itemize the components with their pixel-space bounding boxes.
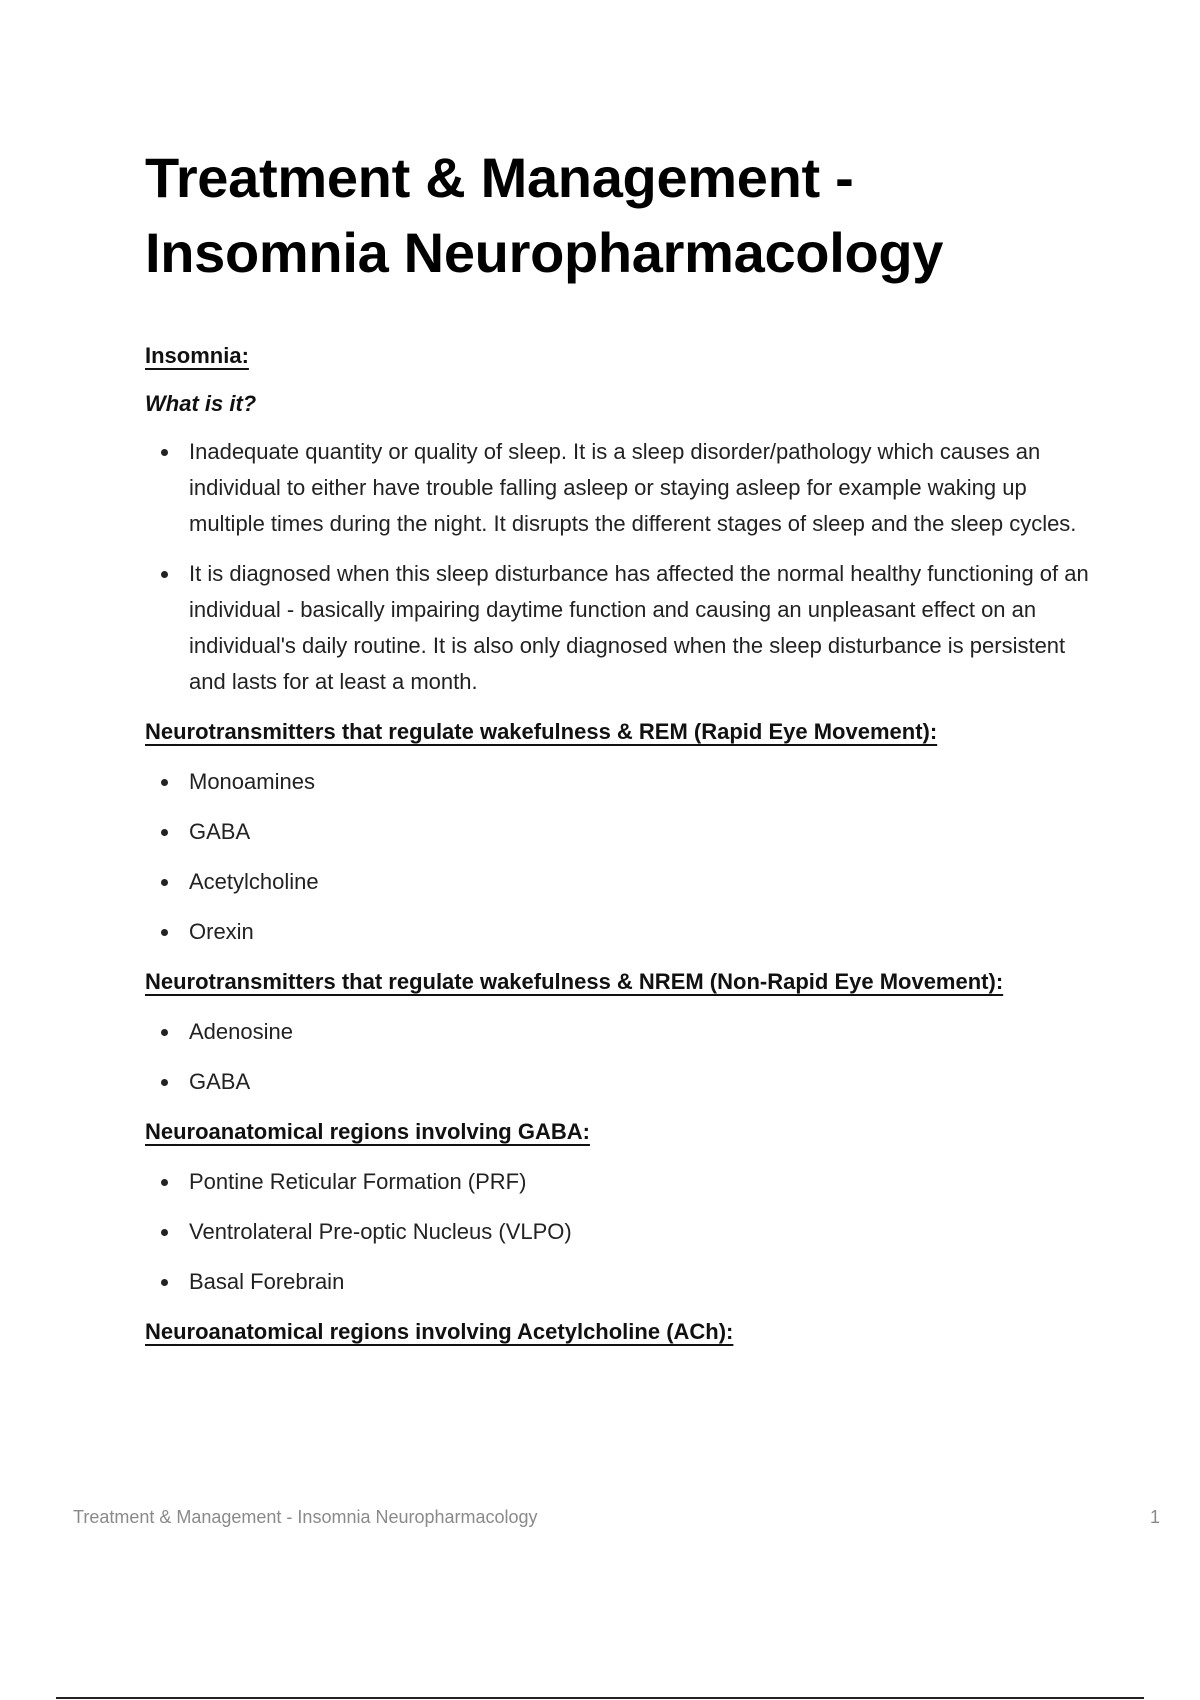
list-item: [145, 556, 1095, 700]
list-item: [145, 764, 1095, 800]
list-item-text: Monoamines: [189, 769, 315, 794]
bullet-icon: [161, 929, 168, 936]
section-heading-nrem: Neurotransmitters that regulate wakefulness & NREM (Non-Rapid Eye Movement):: [145, 969, 1004, 994]
subheading-what-is-it: What is it?: [145, 391, 257, 416]
list-item-text: GABA: [189, 1069, 251, 1094]
list-item: [145, 864, 1095, 900]
list-item: [145, 814, 1095, 850]
gaba-regions-bullet-list: [145, 1164, 1095, 1300]
footer-title: Treatment & Management - Insomnia Neuropharmacology: [73, 1507, 538, 1527]
bullet-icon: [161, 1229, 168, 1236]
bullet-icon: [161, 879, 168, 886]
list-item: [145, 1214, 1095, 1250]
page-title: Treatment & Management - Insomnia Neuropharmacology: [145, 146, 944, 284]
list-item: [145, 1164, 1095, 1200]
list-item: [145, 1014, 1095, 1050]
section-heading-rem: Neurotransmitters that regulate wakefulness & REM (Rapid Eye Movement):: [145, 719, 938, 744]
bullet-icon: [161, 829, 168, 836]
bullet-icon: [161, 1279, 168, 1286]
list-item: [145, 914, 1095, 950]
list-item-text: It is diagnosed when this sleep disturbance has affected the normal healthy functioning of an individual - basically impairing daytime function and causing an unpleasant effect on an individual's daily routine. It is also only diagnosed when the sleep disturbance is persistent and lasts for at least a month.: [189, 561, 1089, 694]
insomnia-bullet-list: [145, 434, 1095, 700]
bullet-icon: [161, 779, 168, 786]
bullet-icon: [161, 1179, 168, 1186]
bottom-divider: [56, 1697, 1144, 1699]
list-item: [145, 1064, 1095, 1100]
list-item: [145, 434, 1095, 542]
section-heading-insomnia: Insomnia:: [145, 343, 249, 368]
list-item-text: Ventrolateral Pre-optic Nucleus (VLPO): [189, 1219, 572, 1244]
list-item-text: Adenosine: [189, 1019, 293, 1044]
section-heading-ach-regions: Neuroanatomical regions involving Acetylcholine (ACh):: [145, 1319, 734, 1344]
list-item-text: Pontine Reticular Formation (PRF): [189, 1169, 527, 1194]
page-content: [145, 140, 1095, 1364]
rem-bullet-list: [145, 764, 1095, 950]
nrem-bullet-list: [145, 1014, 1095, 1100]
list-item-text: Orexin: [189, 919, 254, 944]
list-item-text: Basal Forebrain: [189, 1269, 345, 1294]
list-item-text: GABA: [189, 819, 251, 844]
bullet-icon: [161, 571, 168, 578]
section-heading-gaba-regions: Neuroanatomical regions involving GABA:: [145, 1119, 590, 1144]
page-number: 1: [1149, 1507, 1160, 1527]
list-item-text: Inadequate quantity or quality of sleep. It is a sleep disorder/pathology which causes an individual to either have trouble falling asleep or staying asleep for example waking up multiple times during the night. It disrupts the different stages of sleep and the sleep cycles.: [189, 439, 1077, 536]
bullet-icon: [161, 1029, 168, 1036]
list-item: [145, 1264, 1095, 1300]
bullet-icon: [161, 1079, 168, 1086]
list-item-text: Acetylcholine: [189, 869, 319, 894]
bullet-icon: [161, 449, 168, 456]
